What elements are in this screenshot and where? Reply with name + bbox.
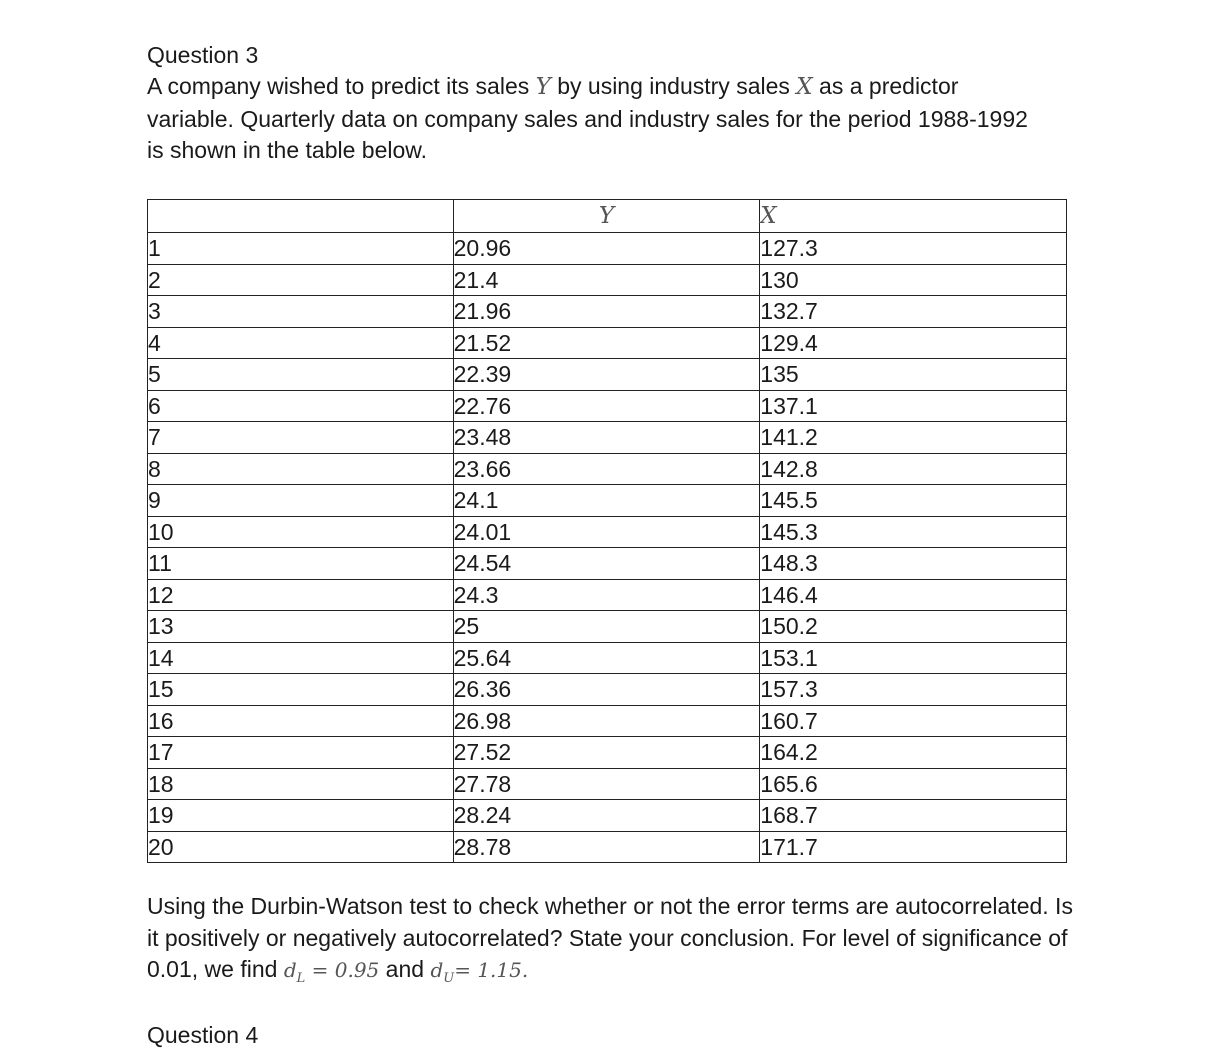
industry-sales-cell: 171.7: [760, 831, 1067, 863]
row-index: 9: [148, 485, 454, 517]
table-row: [148, 579, 1067, 611]
row-index: 18: [148, 768, 454, 800]
row-index: 19: [148, 800, 454, 832]
company-sales-cell: 24.54: [453, 548, 760, 580]
intro-text-2: by using industry sales: [550, 73, 797, 99]
d-upper-base: d: [430, 958, 444, 982]
industry-sales-cell: 148.3: [760, 548, 1067, 580]
industry-sales-cell: 146.4: [760, 579, 1067, 611]
table-row: [148, 264, 1067, 296]
table-row: [148, 642, 1067, 674]
row-index: 11: [148, 548, 454, 580]
row-index: 15: [148, 674, 454, 706]
instruction-text: Using the Durbin-Watson test to check whether or not the error terms are autocorrelated. Is it positively or negatively autocorrelated? State your conclusion. For level of significance of 0.01, we find: [147, 893, 1073, 982]
company-sales-cell: 25.64: [453, 642, 760, 674]
row-index: 1: [148, 233, 454, 265]
header-y: Y: [453, 200, 760, 233]
industry-sales-cell: 160.7: [760, 705, 1067, 737]
table-row: [148, 800, 1067, 832]
industry-sales-cell: 132.7: [760, 296, 1067, 328]
table-body: [148, 233, 1067, 863]
document-page: [147, 40, 1147, 1048]
industry-sales-cell: 141.2: [760, 422, 1067, 454]
row-index: 2: [148, 264, 454, 296]
industry-sales-cell: 168.7: [760, 800, 1067, 832]
company-sales-cell: 21.96: [453, 296, 760, 328]
intro-text-3: as a predictor variable. Quarterly data on company sales and industry sales for the period 1988-1992 is shown in the table below.: [147, 73, 1028, 163]
table-row: [148, 737, 1067, 769]
row-index: 16: [148, 705, 454, 737]
company-sales-cell: 20.96: [453, 233, 760, 265]
d-lower-base: d: [283, 958, 297, 982]
d-lower-symbol: [283, 958, 380, 986]
company-sales-cell: 27.52: [453, 737, 760, 769]
industry-sales-cell: 129.4: [760, 327, 1067, 359]
row-index: 10: [148, 516, 454, 548]
d-upper-symbol: [430, 958, 529, 986]
table-row: [148, 705, 1067, 737]
row-index: 8: [148, 453, 454, 485]
d-upper-value: = 1.15.: [454, 958, 529, 982]
company-sales-cell: 24.3: [453, 579, 760, 611]
table-row: [148, 485, 1067, 517]
industry-sales-cell: 153.1: [760, 642, 1067, 674]
company-sales-cell: 25: [453, 611, 760, 643]
table-row: [148, 453, 1067, 485]
company-sales-cell: 24.1: [453, 485, 760, 517]
industry-sales-cell: 145.5: [760, 485, 1067, 517]
d-upper-subscript: U: [443, 971, 455, 986]
row-index: 20: [148, 831, 454, 863]
table-row: [148, 548, 1067, 580]
row-index: 17: [148, 737, 454, 769]
company-sales-cell: 23.66: [453, 453, 760, 485]
industry-sales-cell: 130: [760, 264, 1067, 296]
company-sales-cell: 21.4: [453, 264, 760, 296]
row-index: 12: [148, 579, 454, 611]
row-index: 6: [148, 390, 454, 422]
company-sales-cell: 28.78: [453, 831, 760, 863]
variable-x: X: [796, 74, 813, 100]
table-row: [148, 768, 1067, 800]
industry-sales-cell: 137.1: [760, 390, 1067, 422]
industry-sales-cell: 142.8: [760, 453, 1067, 485]
sales-data-table: [147, 199, 1067, 863]
table-row: [148, 327, 1067, 359]
table-row: [148, 233, 1067, 265]
table-header-row: [148, 200, 1067, 233]
table-row: [148, 611, 1067, 643]
question-4-title: Question 4: [147, 1022, 259, 1048]
row-index: 5: [148, 359, 454, 391]
instruction-paragraph: [147, 891, 1087, 995]
question-3-instruction: [147, 891, 1087, 995]
row-index: 7: [148, 422, 454, 454]
row-index: 3: [148, 296, 454, 328]
variable-y: Y: [535, 74, 551, 100]
table-row: [148, 516, 1067, 548]
and-text: and: [379, 956, 431, 982]
row-index: 13: [148, 611, 454, 643]
company-sales-cell: 26.36: [453, 674, 760, 706]
company-sales-cell: 28.24: [453, 800, 760, 832]
company-sales-cell: 21.52: [453, 327, 760, 359]
industry-sales-cell: 165.6: [760, 768, 1067, 800]
industry-sales-cell: 157.3: [760, 674, 1067, 706]
table-row: [148, 390, 1067, 422]
row-index: 4: [148, 327, 454, 359]
industry-sales-cell: 127.3: [760, 233, 1067, 265]
industry-sales-cell: 150.2: [760, 611, 1067, 643]
d-lower-subscript: L: [296, 971, 306, 986]
header-index: [148, 200, 454, 233]
table-row: [148, 296, 1067, 328]
table-row: [148, 422, 1067, 454]
industry-sales-cell: 164.2: [760, 737, 1067, 769]
company-sales-cell: 22.39: [453, 359, 760, 391]
header-x: X: [760, 200, 1067, 233]
company-sales-cell: 22.76: [453, 390, 760, 422]
intro-text-1: A company wished to predict its sales: [147, 73, 536, 99]
industry-sales-cell: 135: [760, 359, 1067, 391]
company-sales-cell: 26.98: [453, 705, 760, 737]
company-sales-cell: 24.01: [453, 516, 760, 548]
table-row: [148, 359, 1067, 391]
company-sales-cell: 23.48: [453, 422, 760, 454]
industry-sales-cell: 145.3: [760, 516, 1067, 548]
d-lower-value: = 0.95: [305, 958, 380, 982]
table-row: [148, 831, 1067, 863]
table-row: [148, 674, 1067, 706]
question-3-intro: [147, 71, 1047, 167]
question-3-title: Question 3: [147, 42, 259, 68]
row-index: 14: [148, 642, 454, 674]
company-sales-cell: 27.78: [453, 768, 760, 800]
